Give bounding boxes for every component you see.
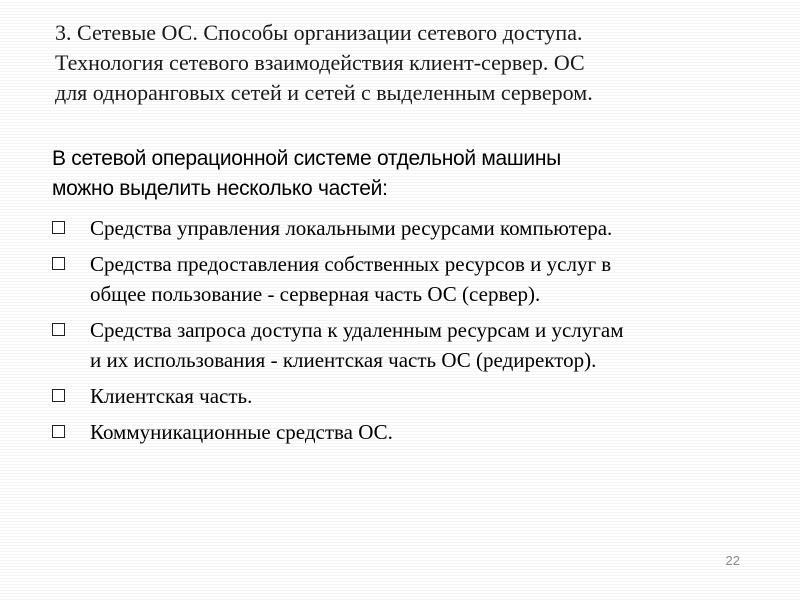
checkbox-square-icon — [52, 257, 65, 270]
intro-text — [52, 144, 772, 204]
slide-title-line: Технология сетевого взаимодействия клиент-сервер. ОС — [55, 50, 585, 75]
bullet-list — [52, 213, 777, 453]
slide-title-line: 3. Сетевые ОС. Способы организации сетевого доступа. — [55, 20, 583, 45]
page-number: 22 — [725, 553, 740, 568]
slide-title-line: для одноранговых сетей и сетей с выделенным сервером. — [55, 80, 593, 105]
bullet-line: Клиентская часть. — [90, 384, 253, 408]
bullet-item — [52, 381, 777, 411]
bullet-text — [90, 213, 777, 243]
bullet-text — [90, 381, 777, 411]
checkbox-square-icon — [52, 389, 65, 402]
slide-title — [55, 18, 755, 108]
checkbox-square-icon — [52, 323, 65, 336]
bullet-line: Средства управления локальными ресурсами компьютера. — [90, 216, 613, 240]
bullet-text — [90, 417, 777, 447]
checkbox-square-icon — [52, 221, 65, 234]
bullet-item — [52, 249, 777, 309]
bullet-line: Средства предоставления собственных ресурсов и услуг в — [90, 252, 612, 276]
bullet-text — [90, 249, 777, 309]
checkbox-square-icon — [52, 425, 65, 438]
bullet-line: общее пользование - серверная часть ОС (сервер). — [90, 282, 541, 306]
bullet-line: и их использования - клиентская часть ОС (редиректор). — [90, 348, 597, 372]
bullet-item — [52, 417, 777, 447]
intro-line: можно выделить несколько частей: — [52, 177, 388, 200]
bullet-item — [52, 315, 777, 375]
bullet-item — [52, 213, 777, 243]
bullet-line: Коммуникационные средства ОС. — [90, 420, 393, 444]
bullet-text — [90, 315, 777, 375]
intro-line: В сетевой операционной системе отдельной машины — [52, 147, 561, 170]
bullet-line: Средства запроса доступа к удаленным ресурсам и услугам — [90, 318, 624, 342]
